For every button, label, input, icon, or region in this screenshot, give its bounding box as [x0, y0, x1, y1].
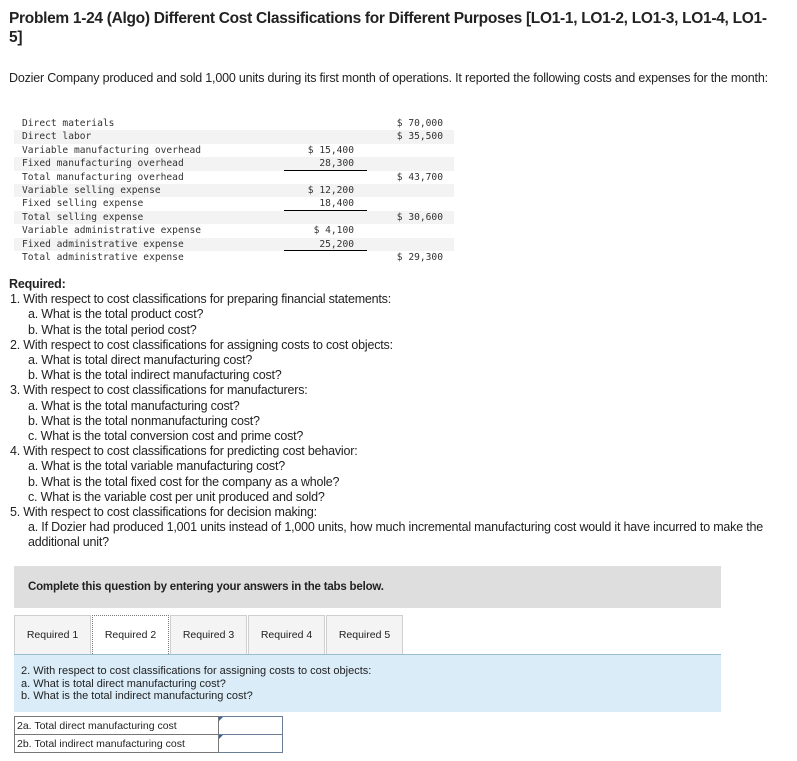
required-item: a. What is the total product cost?: [28, 307, 204, 322]
cost-label: Fixed administrative expense: [22, 238, 184, 250]
required-item: c. What is the total conversion cost and prime cost?: [28, 429, 304, 444]
required-item: a. What is the total manufacturing cost?: [28, 398, 240, 413]
indirect-manufacturing-cost-input[interactable]: [219, 735, 282, 752]
cost-row: [14, 224, 454, 237]
tab-required-2[interactable]: Required 2: [92, 615, 169, 656]
question-line: 2. With respect to cost classifications for assigning costs to cost objects:: [21, 665, 372, 677]
cost-label: Direct labor: [22, 131, 92, 143]
cost-label: Variable selling expense: [22, 184, 161, 196]
cost-amount: $ 70,000: [396, 118, 443, 129]
required-item: b. What is the total indirect manufacturing cost?: [28, 368, 282, 383]
answer-label: 2b. Total indirect manufacturing cost: [15, 735, 219, 753]
cost-label: Variable administrative expense: [22, 225, 202, 237]
tab-required-4[interactable]: Required 4: [248, 615, 325, 654]
required-heading: Required:: [9, 277, 66, 291]
required-item: 4. With respect to cost classifications for predicting cost behavior:: [10, 444, 358, 459]
required-tabs: [14, 615, 404, 655]
question-line: b. What is the total indirect manufacturing cost?: [21, 690, 253, 702]
direct-manufacturing-cost-input[interactable]: [219, 717, 282, 734]
cost-row: [14, 117, 454, 130]
cost-subamount: $ 12,200: [307, 184, 354, 196]
cost-subamount: 25,200: [284, 238, 367, 251]
cost-row: [14, 171, 454, 184]
tab-required-1[interactable]: Required 1: [14, 615, 91, 654]
answer-row: [15, 735, 283, 753]
tab-question-box: [14, 654, 721, 712]
answer-table: [14, 716, 283, 753]
required-item: 5. With respect to cost classifications for decision making:: [10, 505, 317, 520]
cost-amount: $ 43,700: [396, 171, 443, 183]
answer-row: [15, 717, 283, 735]
instructions-banner: Complete this question by entering your answers in the tabs below.: [14, 566, 721, 608]
cost-amount: $ 29,300: [396, 251, 443, 263]
required-item: b. What is the total fixed cost for the company as a whole?: [28, 474, 340, 489]
cost-subamount: $ 15,400: [307, 144, 354, 156]
cost-row: [14, 130, 454, 143]
required-item: b. What is the total period cost?: [28, 322, 197, 337]
cost-row: [14, 251, 454, 264]
cost-subamount: $ 4,100: [313, 225, 354, 237]
required-item: c. What is the variable cost per unit produced and sold?: [28, 489, 325, 504]
cost-label: Fixed manufacturing overhead: [22, 158, 184, 170]
cost-table: [14, 117, 454, 264]
cost-row: [14, 144, 454, 157]
cost-row: [14, 157, 454, 170]
cost-amount: $ 35,500: [396, 131, 443, 143]
cost-amount: $ 30,600: [396, 211, 443, 223]
cost-label: Fixed selling expense: [22, 198, 144, 210]
required-item: 3. With respect to cost classifications for manufacturers:: [10, 383, 308, 398]
cost-row: [14, 211, 454, 224]
required-section: [9, 277, 784, 551]
required-item: 1. With respect to cost classifications for preparing financial statements:: [10, 292, 392, 307]
tab-required-5[interactable]: Required 5: [326, 615, 403, 654]
required-item: 2. With respect to cost classifications for assigning costs to cost objects:: [10, 337, 393, 352]
cost-label: Total selling expense: [22, 211, 144, 223]
required-item: a. What is the total variable manufacturing cost?: [28, 459, 286, 474]
cost-label: Total administrative expense: [22, 251, 184, 263]
required-item: a. If Dozier had produced 1,001 units instead of 1,000 units, how much incremental manufacturing cost would it have incurred to make the additional unit?: [28, 520, 764, 550]
cost-row: [14, 238, 454, 251]
cost-label: Variable manufacturing overhead: [22, 144, 202, 156]
cost-row: [14, 197, 454, 210]
cost-subamount: 18,400: [284, 197, 367, 210]
required-item: a. What is total direct manufacturing cost?: [28, 353, 253, 368]
cost-row: [14, 184, 454, 197]
tab-required-3[interactable]: Required 3: [170, 615, 247, 654]
problem-intro: Dozier Company produced and sold 1,000 units during its first month of operations. It reported the following costs and expenses for the month:: [9, 71, 768, 85]
required-item: b. What is the total nonmanufacturing cost?: [28, 413, 260, 428]
question-line: a. What is total direct manufacturing cost?: [21, 677, 226, 690]
problem-title: Problem 1-24 (Algo) Different Cost Classifications for Different Purposes [LO1-1, LO1-2, LO1-3, LO1-4, LO1-5]: [9, 10, 767, 46]
cost-label: Direct materials: [22, 118, 115, 129]
cost-label: Total manufacturing overhead: [22, 171, 184, 183]
cost-subamount: 28,300: [284, 157, 367, 170]
answer-label: 2a. Total direct manufacturing cost: [15, 717, 219, 735]
